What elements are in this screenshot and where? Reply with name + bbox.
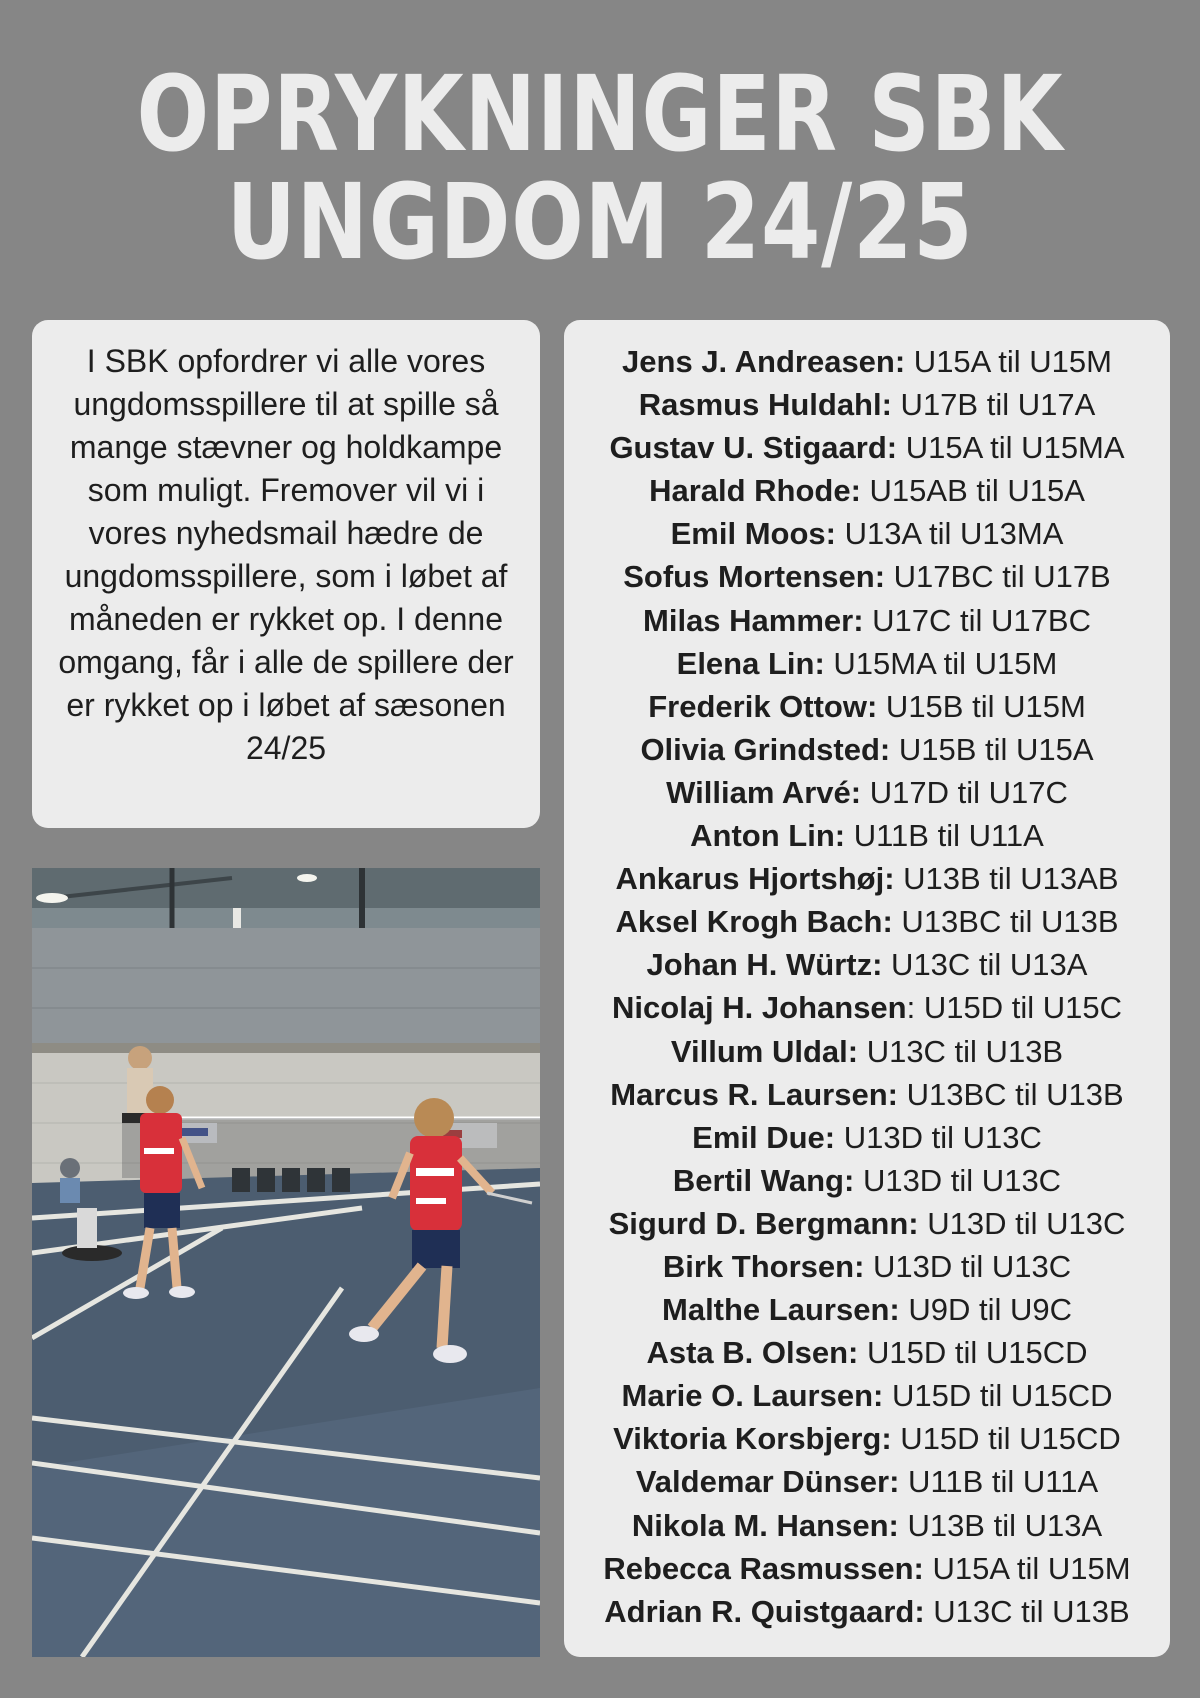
- player-name: Harald Rhode:: [649, 473, 861, 509]
- player-name: Emil Due:: [692, 1119, 836, 1155]
- promotion-row: [564, 1547, 1170, 1590]
- player-name: Malthe Laursen:: [662, 1292, 900, 1328]
- promotion-row: [564, 642, 1170, 685]
- promotion-row: [564, 1159, 1170, 1202]
- player-name: Asta B. Olsen:: [646, 1335, 859, 1371]
- level-change: U15AB til U15A: [860, 473, 1085, 509]
- player-name: Gustav U. Stigaard:: [609, 430, 898, 466]
- player-name: Emil Moos:: [670, 516, 836, 552]
- level-change: U15D til U15CD: [891, 1421, 1121, 1457]
- player-name: Anton Lin:: [690, 818, 846, 854]
- level-change: U13D til U13C: [835, 1119, 1042, 1155]
- level-change: U13A til U13MA: [835, 516, 1064, 552]
- player-name: Sigurd D. Bergmann:: [608, 1205, 919, 1241]
- promotion-row: [564, 1202, 1170, 1245]
- promotion-row: [564, 943, 1170, 986]
- level-change: U13BC til U13B: [892, 904, 1119, 940]
- promotion-row: [564, 469, 1170, 512]
- intro-text: I SBK opfordrer vi alle vores ungdomsspillere til at spille så mange stævner og holdkampe som muligt. Fremover vil vi i vores nyhedsmail hædre de ungdomsspillere, som i løbet af måneden er rykket op. I denne omgang, får i alle de spillere der er rykket op i løbet af sæsonen 24/25: [58, 343, 514, 766]
- promotion-row: [564, 383, 1170, 426]
- promotion-row: [564, 900, 1170, 943]
- level-change: U17D til U17C: [861, 774, 1068, 810]
- promotion-row: [564, 986, 1170, 1029]
- promotion-row: [564, 814, 1170, 857]
- promotion-row: [564, 857, 1170, 900]
- promotion-row: [564, 1331, 1170, 1374]
- level-change: U9D til U9C: [899, 1292, 1072, 1328]
- player-name: Aksel Krogh Bach:: [615, 904, 893, 940]
- level-change: U15B til U15M: [877, 688, 1086, 724]
- badminton-photo: [32, 868, 540, 1657]
- promotion-row: [564, 685, 1170, 728]
- player-name: Elena Lin:: [676, 645, 825, 681]
- level-change: : U15D til U15C: [906, 990, 1122, 1026]
- player-name: Villum Uldal:: [670, 1033, 859, 1069]
- player-name: Marcus R. Laursen:: [610, 1076, 898, 1112]
- player-name: Olivia Grindsted:: [640, 731, 891, 767]
- player-name: Milas Hammer:: [643, 602, 864, 638]
- promotion-row: [564, 426, 1170, 469]
- promotion-row: [564, 1417, 1170, 1460]
- badminton-hall-illustration: [32, 868, 540, 1657]
- level-change: U13C til U13B: [924, 1593, 1130, 1629]
- title-line-2: UNGDOM 24/25: [226, 161, 974, 283]
- player-name: Bertil Wang:: [672, 1162, 855, 1198]
- level-change: U15D til U15CD: [858, 1335, 1088, 1371]
- level-change: U11B til U11A: [899, 1464, 1099, 1500]
- level-change: U17BC til U17B: [885, 559, 1111, 595]
- level-change: U17B til U17A: [891, 387, 1096, 423]
- promotion-row: [564, 1590, 1170, 1633]
- player-name: Nicolaj H. Johansen: [612, 990, 907, 1026]
- level-change: U15A til U15MA: [897, 430, 1125, 466]
- player-name: Nikola M. Hansen:: [631, 1507, 899, 1543]
- player-name: Frederik Ottow:: [648, 688, 878, 724]
- level-change: U13D til U13C: [854, 1162, 1062, 1198]
- promotion-row: [564, 555, 1170, 598]
- intro-card: [32, 320, 540, 828]
- title-line-1: OPRYKNINGER SBK: [136, 53, 1064, 175]
- level-change: U13D til U13C: [918, 1205, 1126, 1241]
- player-name: Jens J. Andreasen:: [622, 344, 906, 379]
- promotion-row: [564, 1030, 1170, 1073]
- level-change: U17C til U17BC: [863, 602, 1091, 638]
- promotion-row: [564, 1504, 1170, 1547]
- promotion-row: [564, 1460, 1170, 1503]
- promotion-row: [564, 512, 1170, 555]
- player-name: Valdemar Dünser:: [635, 1464, 900, 1500]
- promotion-row: [564, 1288, 1170, 1331]
- player-name: Johan H. Würtz:: [646, 947, 883, 983]
- promotion-row: [564, 599, 1170, 642]
- player-name: Ankarus Hjortshøj:: [615, 861, 895, 897]
- promotion-row: [564, 1116, 1170, 1159]
- level-change: U13C til U13A: [882, 947, 1088, 983]
- promotion-row: [564, 728, 1170, 771]
- level-change: U13BC til U13B: [897, 1076, 1124, 1112]
- level-change: U15B til U15A: [890, 731, 1094, 767]
- level-change: U15MA til U15M: [824, 645, 1058, 681]
- player-name: William Arvé:: [666, 774, 862, 810]
- promotion-row: [564, 1374, 1170, 1417]
- player-name: Rebecca Rasmussen:: [603, 1550, 924, 1586]
- player-name: Sofus Mortensen:: [623, 559, 886, 595]
- promotion-row: [564, 1245, 1170, 1288]
- player-name: Birk Thorsen:: [662, 1248, 865, 1284]
- promotion-row: [564, 340, 1170, 383]
- page-title: [108, 53, 1092, 283]
- promotion-row: [564, 771, 1170, 814]
- player-name: Rasmus Huldahl:: [638, 387, 892, 423]
- level-change: U13B til U13A: [898, 1507, 1103, 1543]
- level-change: U13B til U13AB: [894, 861, 1119, 897]
- level-change: U15A til U15M: [923, 1550, 1131, 1586]
- level-change: U13D til U13C: [864, 1248, 1072, 1284]
- player-name: Viktoria Korsbjerg:: [613, 1421, 892, 1457]
- level-change: U15D til U15CD: [883, 1378, 1113, 1414]
- promotions-list: [564, 340, 1170, 1633]
- promotion-row: [564, 1073, 1170, 1116]
- level-change: U13C til U13B: [858, 1033, 1064, 1069]
- player-name: Marie O. Laursen:: [621, 1378, 884, 1414]
- level-change: U11B til U11A: [845, 818, 1044, 854]
- level-change: U15A til U15M: [905, 344, 1112, 379]
- player-name: Adrian R. Quistgaard:: [604, 1593, 925, 1629]
- promotions-card: [564, 320, 1170, 1657]
